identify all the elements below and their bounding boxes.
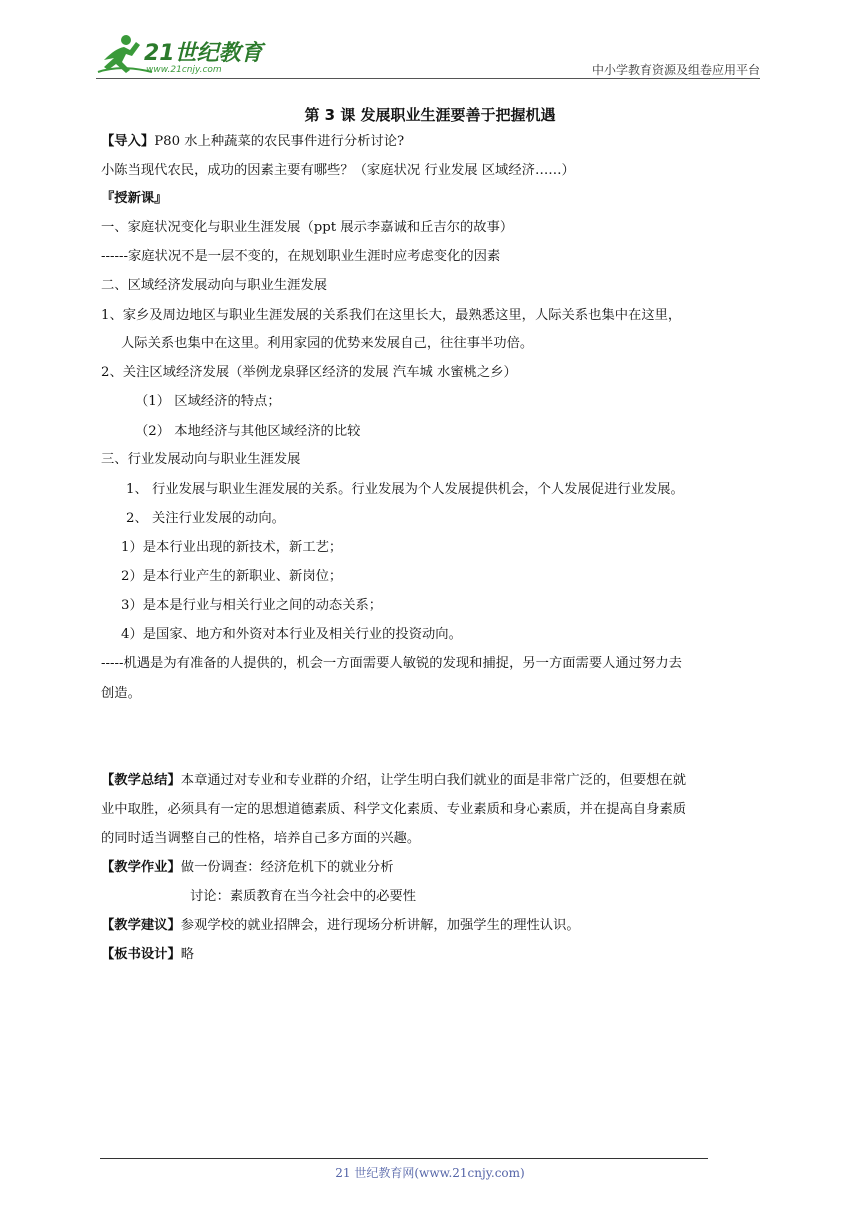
logo-graphic xyxy=(96,30,266,78)
section-3-point-2: 2、 关注行业发展的动向。 xyxy=(126,511,285,526)
logo-url: www.21cnjy.com xyxy=(146,65,222,75)
lesson-title: 第 3 课 发展职业生涯要善于把握机遇 xyxy=(304,106,556,124)
section-3-item-2: 2）是本行业产生的新职业、新岗位； xyxy=(121,569,343,584)
suggestion-line xyxy=(101,916,580,936)
board-tag: 【板书设计】 xyxy=(101,947,181,962)
section-1-note: ------家庭状况不是一层不变的，在规划职业生涯时应考虑变化的因素 xyxy=(101,249,501,264)
section-3-item-4: 4）是国家、地方和外资对本行业及相关行业的投资动向。 xyxy=(121,627,462,642)
platform-label: 中小学教育资源及组卷应用平台 xyxy=(591,63,760,77)
intro-tag: 【导入】 xyxy=(101,134,155,149)
intro-line xyxy=(101,132,404,152)
section-3-heading: 三、行业发展动向与职业生涯发展 xyxy=(101,452,301,467)
homework-item-1: 做一份调查：经济危机下的就业分析 xyxy=(180,860,394,875)
board-line xyxy=(101,945,194,965)
suggestion-tag: 【教学建议】 xyxy=(101,918,181,933)
conclusion-line-1: -----机遇是为有准备的人提供的，机会一方面需要人敏锐的发现和捕捉，另一方面需要人通过努力去 xyxy=(101,656,682,671)
summary-line-2: 业中取胜，必须具有一定的思想道德素质、科学文化素质、专业素质和身心素质，并在提高自身素质 xyxy=(101,802,687,817)
summary-text-1: 本章通过对专业和专业群的介绍，让学生明白我们就业的面是非常广泛的，但要想在就 xyxy=(180,773,687,788)
summary-tag: 【教学总结】 xyxy=(101,773,181,788)
section-2-point-1-line-1: 1、家乡及周边地区与职业生涯发展的关系我们在这里长大，最熟悉这里，人际关系也集中在这里， xyxy=(101,308,682,323)
section-2-heading: 二、区域经济发展动向与职业生涯发展 xyxy=(101,278,328,293)
new-lesson-tag: 『授新课』 xyxy=(101,191,168,206)
board-text: 略 xyxy=(180,947,195,962)
intro-text: P80 水上种蔬菜的农民事件进行分析讨论? xyxy=(154,134,405,149)
runner-head-icon xyxy=(121,35,131,45)
summary-line-3: 的同时适当调整自己的性格，培养自己多方面的兴趣。 xyxy=(101,831,421,846)
section-3-item-3: 3）是本是行业与相关行业之间的动态关系； xyxy=(121,598,383,613)
section-2-sub-a: （1） 区域经济的特点； xyxy=(135,394,281,409)
logo-wordmark: 21世纪教育 xyxy=(144,41,263,66)
homework-line xyxy=(101,858,394,878)
page-header xyxy=(96,30,760,80)
intro-question: 小陈当现代农民，成功的因素主要有哪些？（家庭状况 行业发展 区域经济……） xyxy=(101,163,575,178)
header-divider xyxy=(96,78,760,79)
homework-tag: 【教学作业】 xyxy=(101,860,181,875)
section-3-item-1: 1）是本行业出现的新技术，新工艺； xyxy=(121,540,343,555)
section-1-heading: 一、家庭状况变化与职业生涯发展（ppt 展示李嘉诚和丘吉尔的故事） xyxy=(101,220,514,235)
footer-divider xyxy=(100,1158,708,1159)
section-2-point-1-line-2: 人际关系也集中在这里。利用家园的优势来发展自己，往往事半功倍。 xyxy=(121,336,534,351)
section-2-sub-b: （2） 本地经济与其他区域经济的比较 xyxy=(135,424,361,439)
suggestion-text: 参观学校的就业招牌会，进行现场分析讲解，加强学生的理性认识。 xyxy=(180,918,580,933)
conclusion-line-2: 创造。 xyxy=(101,686,141,701)
summary-line-1 xyxy=(101,771,686,791)
section-3-point-1: 1、 行业发展与职业生涯发展的关系。行业发展为个人发展提供机会，个人发展促进行业发展。 xyxy=(126,482,684,497)
footer-link[interactable]: 21 世纪教育网(www.21cnjy.com) xyxy=(335,1166,525,1180)
site-logo[interactable] xyxy=(96,30,266,78)
section-2-point-2: 2、关注区域经济发展（举例龙泉驿区经济的发展 汽车城 水蜜桃之乡） xyxy=(101,365,517,380)
homework-item-2: 讨论：素质教育在当今社会中的必要性 xyxy=(190,889,417,904)
